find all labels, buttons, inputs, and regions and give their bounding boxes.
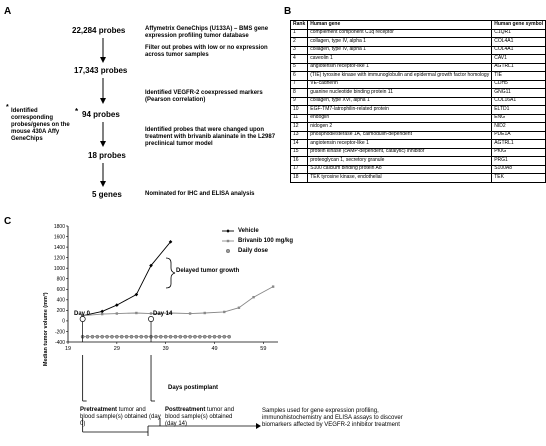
posttreatment-note <box>165 407 245 428</box>
data-point <box>135 335 138 338</box>
gene-cell: collagen, type IV, alpha 1 <box>308 46 492 55</box>
data-point <box>130 335 133 338</box>
symbol-cell: PDE1A <box>492 131 546 140</box>
rank-cell: 8 <box>291 89 308 98</box>
header-rank: Rank <box>291 21 308 30</box>
rank-cell: 4 <box>291 55 308 64</box>
samples-note: Samples used for gene expression profiling, immunohistochemistry and ELISA assays to discover biomarkers affected by VEGFR-2 inhibitor treatment <box>262 408 403 428</box>
legend-vehicle: Vehicle <box>238 228 259 234</box>
rank-cell: 18 <box>291 174 308 183</box>
symbol-cell: CAV1 <box>492 55 546 64</box>
data-point <box>238 307 240 309</box>
y-tick-label: 1400 <box>53 244 65 251</box>
data-point <box>272 285 274 287</box>
symbol-cell: AGTRL1 <box>492 63 546 72</box>
pretreatment-bold: Pretreatment <box>80 407 118 413</box>
y-tick-label: 1600 <box>53 234 65 241</box>
symbol-cell: COL4A1 <box>492 46 546 55</box>
data-point <box>135 312 137 314</box>
symbol-cell: ENG <box>492 114 546 123</box>
data-point <box>105 335 108 338</box>
symbol-cell: CDH5 <box>492 80 546 89</box>
pretreatment-note <box>80 407 162 428</box>
x-tick-label: 49 <box>211 346 218 352</box>
gene-cell: (TIE) tyrosine kinase with immunoglobulin and epidermal growth factor homology <box>308 72 492 81</box>
symbol-cell: C1QR1 <box>492 29 546 38</box>
symbol-cell: TIE <box>492 72 546 81</box>
data-point <box>252 296 254 298</box>
y-tick-label: 400 <box>56 297 65 304</box>
x-axis-label: Days postimplant <box>168 385 219 391</box>
rank-cell: 9 <box>291 97 308 106</box>
x-tick-label: 59 <box>260 346 267 352</box>
gene-cell: complement component C1q receptor <box>308 29 492 38</box>
data-point <box>96 335 99 338</box>
y-axis-label: Median tumor volume (mm³) <box>42 292 49 367</box>
y-tick-label: -200 <box>54 329 65 336</box>
data-point <box>86 335 89 338</box>
legend-daily-dose: Daily dose <box>238 248 269 254</box>
rank-cell: 3 <box>291 46 308 55</box>
data-point <box>164 335 167 338</box>
data-point <box>101 313 103 315</box>
y-tick-label: 1000 <box>53 265 65 272</box>
rank-cell: 15 <box>291 148 308 157</box>
data-point <box>198 335 201 338</box>
symbol-cell: AGTRL1 <box>492 140 546 149</box>
data-point <box>91 335 94 338</box>
y-tick-label: 600 <box>56 287 65 294</box>
data-point <box>154 335 157 338</box>
data-point <box>116 312 118 314</box>
data-point <box>100 310 104 314</box>
data-point <box>169 335 172 338</box>
y-tick-label: -400 <box>54 339 65 346</box>
rank-cell: 11 <box>291 114 308 123</box>
y-tick-label: 800 <box>56 276 65 283</box>
posttreatment-bold: Posttreatment <box>165 407 206 413</box>
gene-cell: collagen, type XVI, alpha 1 <box>308 97 492 106</box>
data-point <box>179 335 182 338</box>
pretreatment-rest: tumor and blood sample(s) obtained (day 0) <box>80 407 161 427</box>
gene-cell: nidogen 2 <box>308 123 492 132</box>
symbol-cell: COL4A1 <box>492 38 546 47</box>
data-point <box>213 335 216 338</box>
rank-cell: 7 <box>291 80 308 89</box>
label-day-14: Day 14 <box>153 311 173 317</box>
symbol-cell: COL16A1 <box>492 97 546 106</box>
data-point <box>115 335 118 338</box>
data-point <box>223 311 225 313</box>
y-tick-label: 0 <box>62 318 65 325</box>
rank-cell: 13 <box>291 131 308 140</box>
annotation-delayed-growth: Delayed tumor growth <box>176 268 240 274</box>
count-22284: 22,284 probes <box>72 26 126 35</box>
symbol-cell: PKIG <box>492 148 546 157</box>
symbol-cell: NID2 <box>492 123 546 132</box>
gene-cell: endoglin <box>308 114 492 123</box>
count-18: 18 probes <box>88 151 126 160</box>
label-day-0: Day 0 <box>74 311 91 317</box>
y-tick-label: 200 <box>56 308 65 315</box>
data-point <box>125 335 128 338</box>
data-point <box>115 303 119 307</box>
data-point <box>193 335 196 338</box>
rank-cell: 10 <box>291 106 308 115</box>
step-5: Nominated for IHC and ELISA analysis <box>145 191 255 197</box>
symbol-cell: ELTD1 <box>492 106 546 115</box>
rank-cell: 16 <box>291 157 308 166</box>
data-point <box>174 335 177 338</box>
data-point <box>189 312 191 314</box>
gene-cell: proteoglycan 1, secretory granule <box>308 157 492 166</box>
legend-brivanib: Brivanib 100 mg/kg <box>238 238 294 244</box>
rank-cell: 1 <box>291 29 308 38</box>
header-gene: Human gene <box>308 21 492 30</box>
panel-b-letter: B <box>284 6 292 17</box>
symbol-cell: TEK <box>492 174 546 183</box>
step-2: Filter out probes with low or no expression across tumor samples <box>145 45 268 58</box>
data-point <box>159 335 162 338</box>
gene-cell: angiotensin receptor-like 1 <box>308 140 492 149</box>
symbol-cell: GNG11 <box>492 89 546 98</box>
footnote: Identified corresponding probes/genes on the mouse 430A Affy GeneChips <box>11 108 70 142</box>
x-tick-label: 39 <box>162 346 169 352</box>
data-point <box>184 335 187 338</box>
data-point <box>203 335 206 338</box>
gene-cell: TEK tyrosine kinase, endothelial <box>308 174 492 183</box>
data-point <box>101 335 104 338</box>
gene-cell: EGF-TM7-latrophilin-related protein <box>308 106 492 115</box>
flow-arrowhead <box>256 423 261 429</box>
series-line <box>83 242 171 316</box>
data-point <box>204 312 206 314</box>
data-point <box>110 335 113 338</box>
panel-a-letter: A <box>4 6 12 17</box>
count-5: 5 genes <box>92 190 122 199</box>
gene-cell: angiotensin receptor-like 1 <box>308 63 492 72</box>
data-point <box>150 312 152 314</box>
symbol-cell: S100A8 <box>492 165 546 174</box>
x-tick-label: 19 <box>64 346 72 352</box>
count-94: 94 probes <box>82 110 120 119</box>
posttreatment-rest: tumor and blood sample(s) obtained (day 14) <box>165 407 235 427</box>
symbol-cell: PRG1 <box>492 157 546 166</box>
rank-cell: 12 <box>291 123 308 132</box>
data-point <box>223 335 226 338</box>
data-point <box>188 335 191 338</box>
step-3: Identified VEGFR-2 coexpressed markers (Pearson correlation) <box>145 90 263 103</box>
data-point <box>120 335 123 338</box>
data-point <box>145 335 148 338</box>
data-point <box>228 335 231 338</box>
rank-cell: 5 <box>291 63 308 72</box>
x-tick-label: 29 <box>113 346 120 352</box>
gene-cell: S100 calcium binding protein A8 <box>308 165 492 174</box>
series-line <box>83 287 273 316</box>
gene-cell: phosphodiesterase 1A, calmodulin-dependent <box>308 131 492 140</box>
step-4: Identified probes that were changed upon treatment with brivanib alaninate in the L2987 preclinical tumor model <box>145 127 276 147</box>
gene-cell: collagen, type IV, alpha 1 <box>308 38 492 47</box>
step-1: Affymetrix GeneChips (U133A) – BMS gene expression profiling tumor database <box>145 26 269 39</box>
rank-cell: 2 <box>291 38 308 47</box>
rank-cell: 17 <box>291 165 308 174</box>
legend-marker-vehicle <box>226 229 230 233</box>
gene-cell: guanine nucleotide binding protein 11 <box>308 89 492 98</box>
data-point <box>208 335 211 338</box>
count-94-mark: * <box>75 107 79 116</box>
footnote-star: * <box>6 104 9 111</box>
data-point <box>218 335 221 338</box>
legend-marker-daily-dose <box>226 249 230 253</box>
delayed-growth-brace <box>166 258 175 288</box>
y-tick-label: 1200 <box>53 255 65 262</box>
y-tick-label: 1800 <box>53 223 65 230</box>
panel-c-letter: C <box>4 216 12 227</box>
data-point <box>135 293 139 297</box>
legend-marker-brivanib <box>227 240 229 242</box>
gene-cell: protein kinase (cAMP-dependent, catalytic) inhibitor <box>308 148 492 157</box>
rank-cell: 6 <box>291 72 308 81</box>
header-symbol: Human gene symbol <box>492 21 546 30</box>
data-point <box>140 335 143 338</box>
rank-cell: 14 <box>291 140 308 149</box>
count-17343: 17,343 probes <box>74 66 128 75</box>
gene-cell: caveolin 1 <box>308 55 492 64</box>
gene-cell: VE-cadherin <box>308 80 492 89</box>
